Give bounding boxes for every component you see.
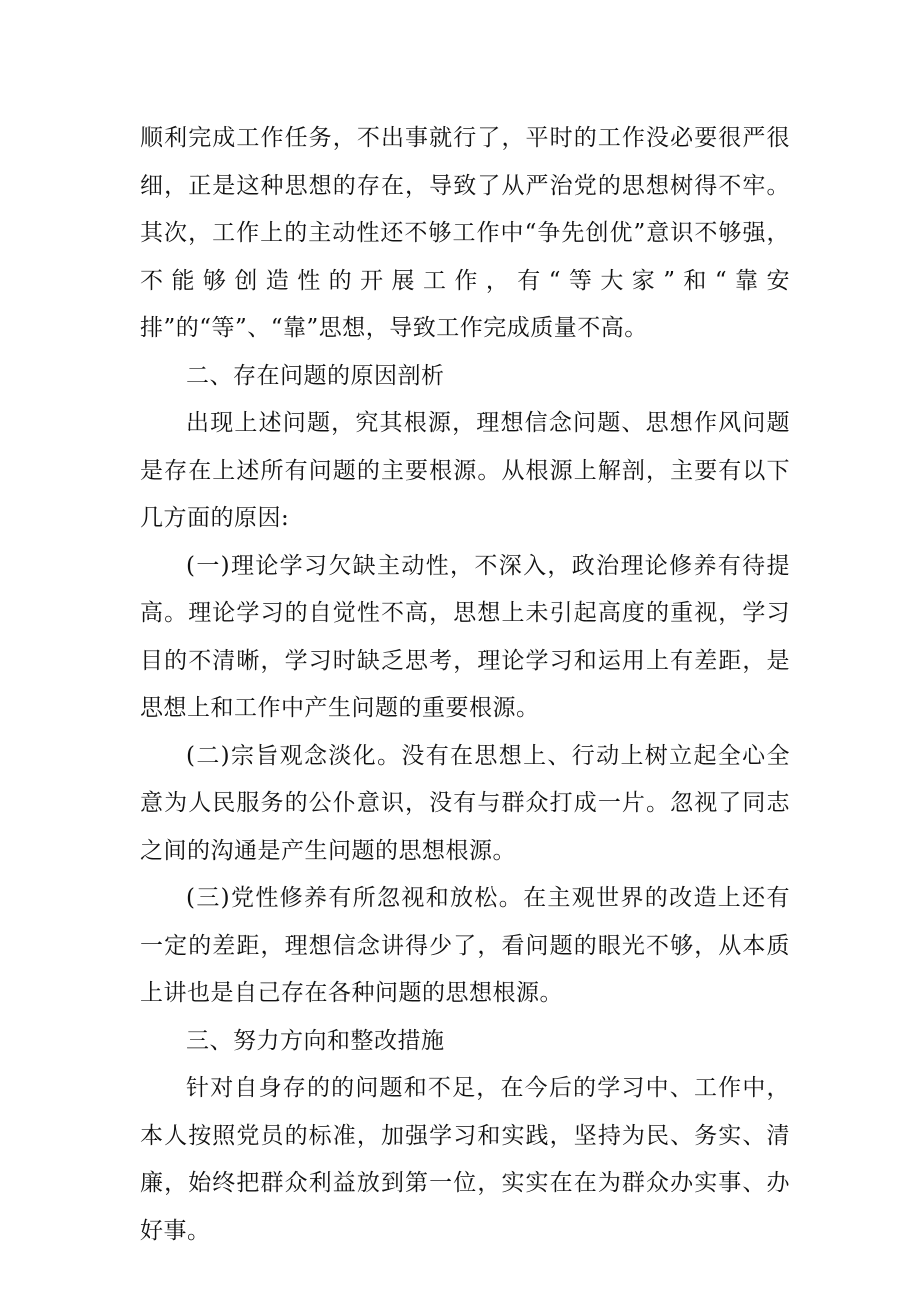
paragraph-cause-2: (二)宗旨观念淡化。没有在思想上、行动上树立起全心全意为人民服务的公仆意识，没有与群众打成一片。忽视了同志之间的沟通是产生问题的思想根源。	[140, 742, 790, 864]
paragraph-cause-3: (三)党性修养有所忽视和放松。在主观世界的改造上还有一定的差距，理想信念讲得少了，看问题的眼光不够，从本质上讲也是自己存在各种问题的思想根源。	[140, 885, 790, 1006]
section-heading-2: 二、存在问题的原因剖析	[186, 362, 445, 389]
paragraph-continuation: 顺利完成工作任务，不出事就行了，平时的工作没必要很严很细，正是这种思想的存在，导致了从严治党的思想树得不牢。其次，工作上的主动性还不够工作中“争先创优”意识不够强，不能够创造性的开展工作，有“等大家”和“靠安排”的“等”、“靠”思想，导致工作完成质量不高。	[140, 125, 790, 341]
paragraph-measures: 针对自身存的的问题和不足，在今后的学习中、工作中，本人按照党员的标准，加强学习和实践，坚持为民、务实、清廉，始终把群众利益放到第一位，实实在在为群众办实事、办好事。	[140, 1075, 790, 1244]
paragraph-cause-1: (一)理论学习欠缺主动性，不深入，政治理论修养有待提高。理论学习的自觉性不高，思想上未引起高度的重视，学习目的不清晰，学习时缺乏思考，理论学习和运用上有差距，是思想上和工作中产生问题的重要根源。	[140, 552, 790, 721]
section-heading-3: 三、努力方向和整改措施	[186, 1027, 445, 1054]
paragraph-root-cause-intro: 出现上述问题，究其根源，理想信念问题、思想作风问题是存在上述所有问题的主要根源。从根源上解剖，主要有以下几方面的原因:	[140, 410, 790, 531]
document-body	[140, 115, 790, 1255]
